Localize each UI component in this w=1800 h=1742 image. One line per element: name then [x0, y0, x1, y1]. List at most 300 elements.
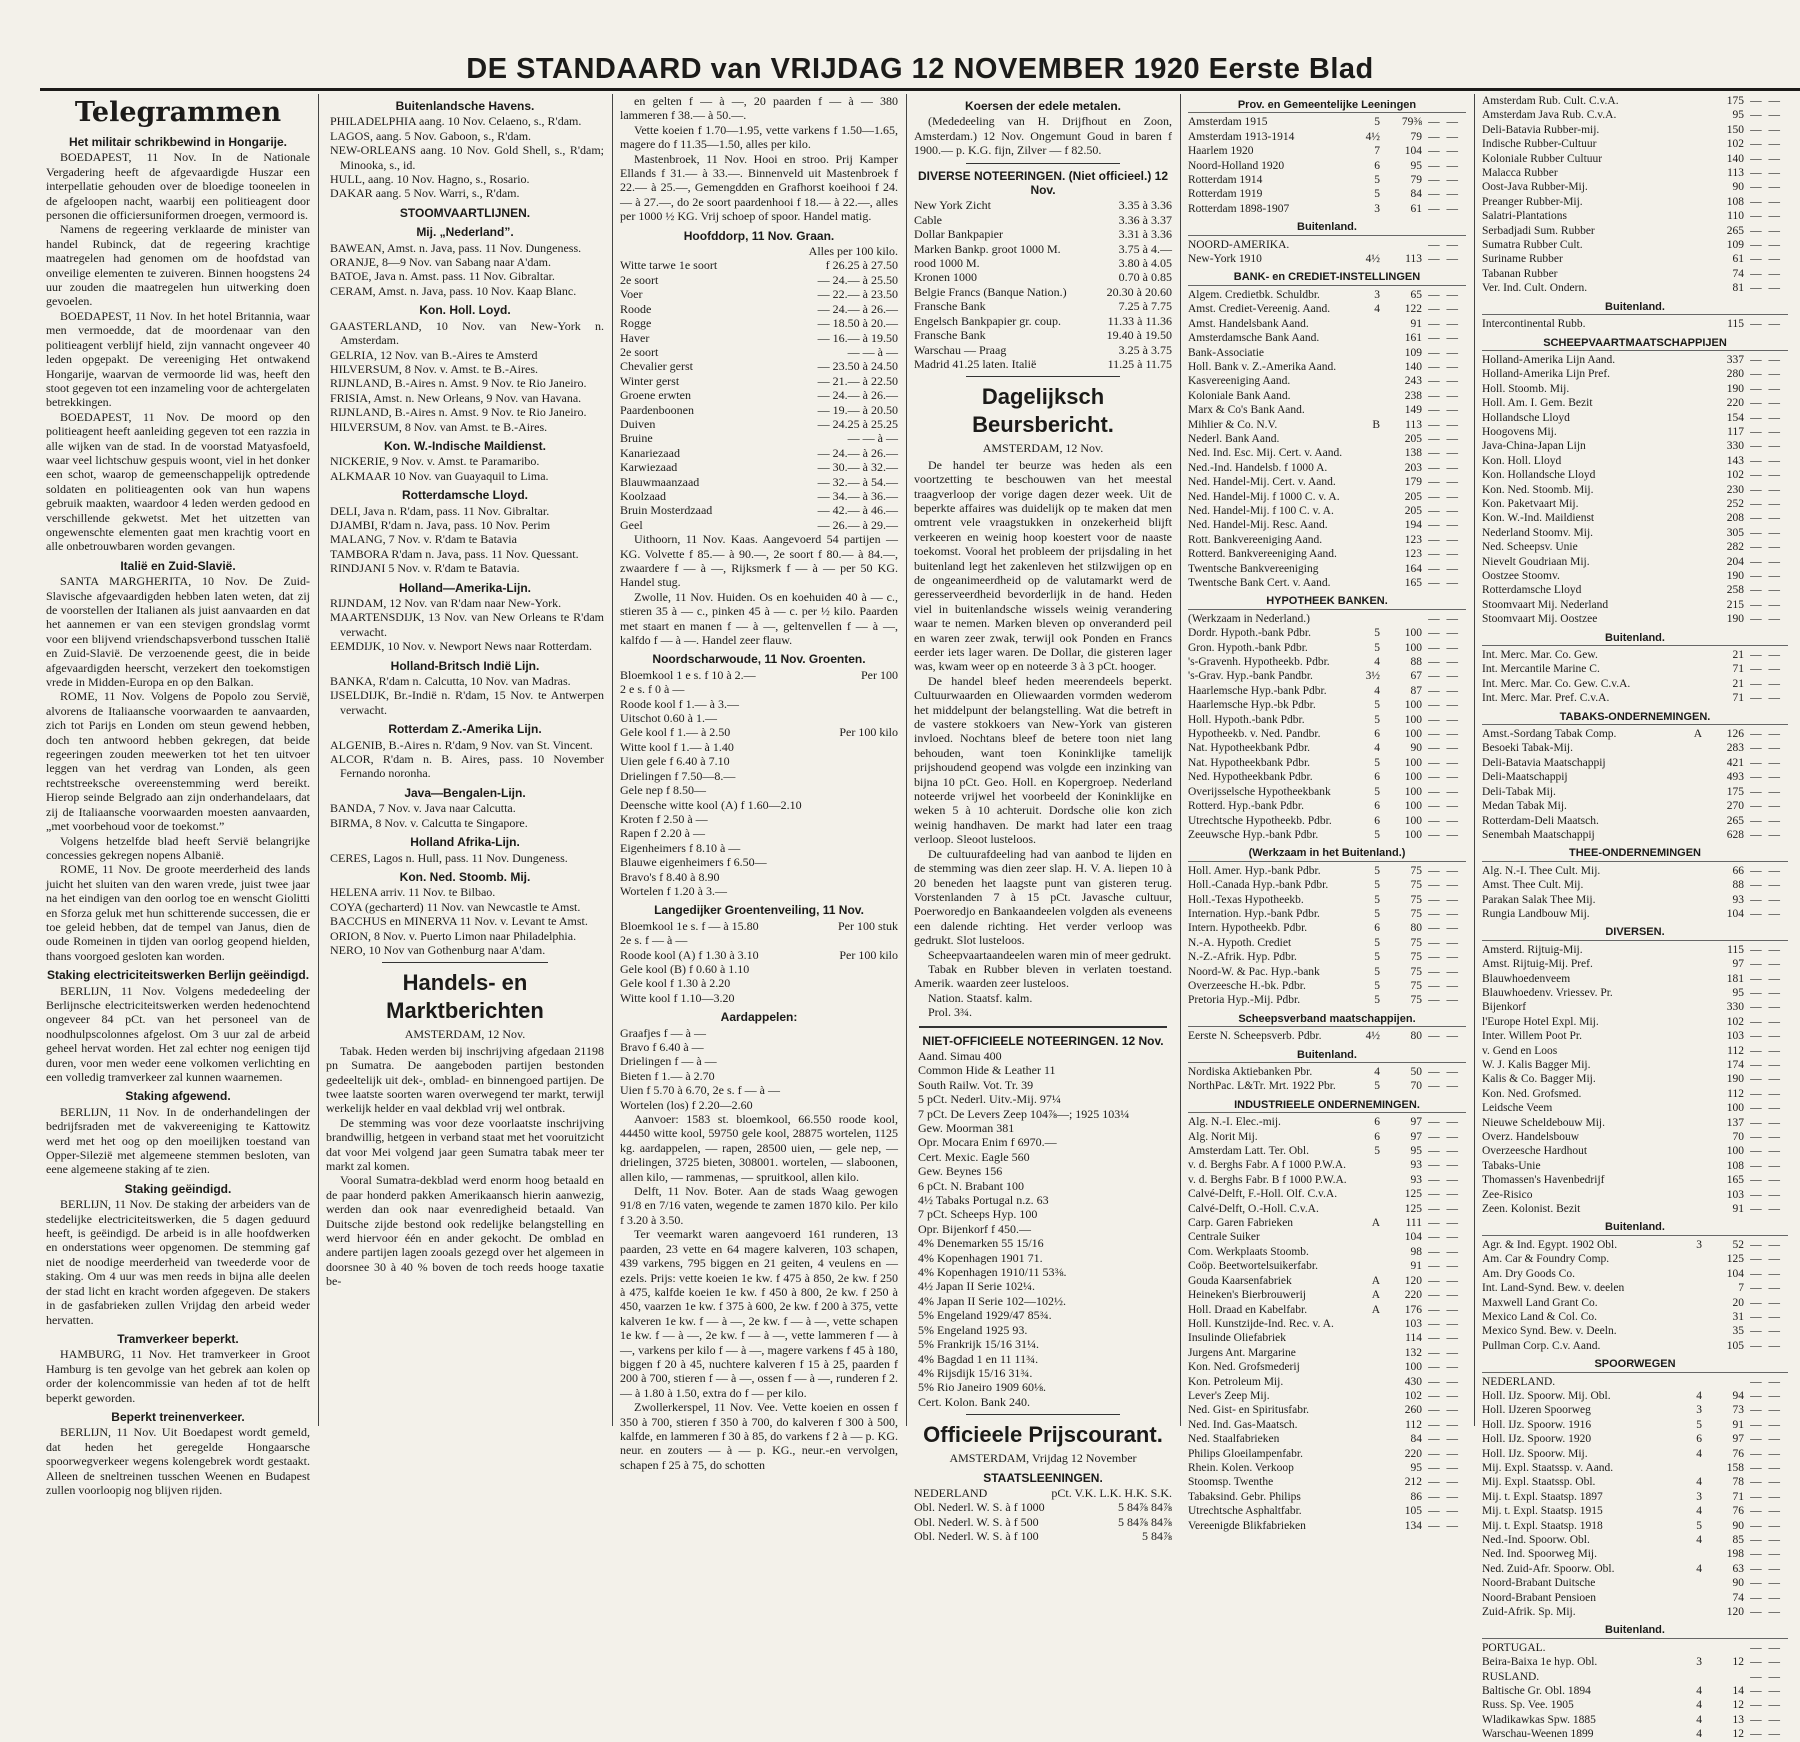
- price-value: 11.25 à 11.75: [1107, 356, 1172, 371]
- empty-quote-dashes: — —: [1750, 1548, 1782, 1561]
- security-name: Ned. Handel-Mij. f 100 C. v. A.: [1188, 504, 1334, 517]
- table-row: [1482, 1116, 1788, 1130]
- coupon: [1672, 526, 1702, 540]
- coupon: [1672, 957, 1702, 971]
- coupon: [1672, 555, 1702, 569]
- quote: 115: [1727, 318, 1744, 331]
- list-item: RINDJANI 5 Nov. v. R'dam te Batavia.: [330, 561, 520, 576]
- quote: 88: [1410, 656, 1422, 669]
- table-row: [1188, 950, 1466, 964]
- quote: 102: [1726, 1015, 1744, 1028]
- price-label: 2 e s. f 0 à —: [620, 682, 685, 697]
- security-name: Com. Werkplaats Stoomb.: [1188, 1245, 1309, 1258]
- coupon: 6: [1374, 1130, 1380, 1143]
- price-row: [620, 446, 898, 460]
- table-row: [1482, 94, 1788, 108]
- quote: 175: [1726, 785, 1744, 798]
- table-row: [1482, 1461, 1788, 1475]
- quote: [1702, 1670, 1744, 1684]
- paragraph: Mastenbroek, 11 Nov. Hooi en stroo. Prij Kamper Ellands f 31.— à 33.—. Binnenveld uit Mastenbroek f 22.— à 25.—, Gemengdden en Grafhorst koeihooi f 24.— à 27.—, do 2e soort paardenhooi f 18.— à 22.—, alles per 1000 ½ KG. Vrij schoep of spoor. Handel matig.: [620, 151, 898, 224]
- empty-quote-dashes: — —: [1750, 828, 1782, 841]
- coupon: B: [1372, 418, 1380, 431]
- coupon: 4: [1696, 1389, 1702, 1402]
- price-label: Warschau — Praag: [914, 342, 1007, 357]
- security-name: Deli-Maatschappij: [1482, 771, 1568, 784]
- coupon: 5: [1374, 994, 1380, 1007]
- empty-quote-dashes: — —: [1428, 490, 1460, 503]
- quote: [1380, 612, 1422, 626]
- price-value: 3.25 à 3.75: [1118, 342, 1172, 357]
- security-name: Rungia Landbouw Mij.: [1482, 907, 1590, 920]
- list-item: 4% Bagdad 1 en 11 11¾.: [918, 1351, 1039, 1366]
- empty-quote-dashes: — —: [1750, 598, 1782, 611]
- quote: 67: [1410, 670, 1422, 683]
- table-section-header: Buitenland.: [1188, 1048, 1466, 1063]
- table-section-header: SPOORWEGEN: [1482, 1357, 1788, 1372]
- quote: 75: [1410, 979, 1422, 992]
- coupon: 3: [1374, 288, 1380, 301]
- security-name: Blauwhoedenveem: [1482, 972, 1571, 985]
- coupon: [1672, 648, 1702, 662]
- security-name: Haarlemsche Hyp.-bank Pdbr.: [1188, 684, 1327, 697]
- coupon: [1350, 1403, 1380, 1417]
- price-row: [620, 769, 898, 783]
- security-name: Ver. Ind. Cult. Ondern.: [1482, 282, 1588, 295]
- empty-quote-dashes: — —: [1428, 756, 1460, 769]
- list-item: 4% Kopenhagen 1910/11 53⅜.: [918, 1265, 1067, 1280]
- price-value: Per 100: [861, 667, 898, 682]
- price-value: — 30.— à 32.—: [817, 460, 898, 475]
- price-label: Witte kool f 1.10—3.20: [620, 990, 735, 1005]
- empty-quote-dashes: — —: [1750, 181, 1782, 194]
- table-row: [1188, 302, 1466, 316]
- quote: 79: [1410, 130, 1422, 143]
- price-label: Rapen f 2.20 à —: [620, 826, 705, 841]
- empty-quote-dashes: — —: [1428, 174, 1460, 187]
- table-row: [1482, 1173, 1788, 1187]
- empty-quote-dashes: — —: [1750, 397, 1782, 410]
- empty-quote-dashes: — —: [1428, 360, 1460, 373]
- empty-quote-dashes: — —: [1428, 1332, 1460, 1345]
- empty-quote-dashes: — —: [1750, 1656, 1782, 1669]
- empty-quote-dashes: — —: [1750, 541, 1782, 554]
- table-row: [1188, 770, 1466, 784]
- table-section-header: Buitenland.: [1482, 300, 1788, 315]
- coupon: [1672, 1375, 1702, 1389]
- price-row: [620, 345, 898, 359]
- security-name: Rhein. Kolen. Verkoop: [1188, 1461, 1294, 1474]
- empty-quote-dashes: — —: [1428, 612, 1460, 625]
- security-name: Zuid-Afrik. Sp. Mij.: [1482, 1606, 1576, 1619]
- coupon: [1350, 1389, 1380, 1403]
- list-item: FRISIA, Amst. n. New Orleans, 9 Nov. van Havana.: [330, 390, 582, 405]
- security-name: Holland-Amerika Lijn Pref.: [1482, 368, 1611, 381]
- table-section-header: (Werkzaam in het Buitenland.): [1188, 846, 1466, 861]
- security-name: Nievelt Goudriaan Mij.: [1482, 555, 1590, 568]
- security-name: Internation. Hyp.-bank Pdbr.: [1188, 907, 1320, 920]
- list-item: Gew. Moorman 381: [918, 1121, 1015, 1135]
- security-name: Ned. Handel-Mij. Cert. v. Aand.: [1188, 476, 1336, 489]
- coupon: [1672, 691, 1702, 705]
- empty-quote-dashes: — —: [1750, 1713, 1782, 1726]
- table-row: [1188, 1389, 1466, 1403]
- table-row: [1188, 475, 1466, 489]
- coupon: [1672, 907, 1702, 921]
- paragraph: BERLIJN, 11 Nov. Volgens mededeeling der Berlijnsche electriciteitswerken werden hedenochtend ongeveer 84 pCt. van het personeel van de noodhulpscolonnes afgelost. Om 3 uur zal de arbeid geheel hervat worden. Het zal echter nog eenigen tijd duren, voor men weder eene volkomen verlichting en een volledig tramverkeer zal kunnen waarnemen.: [46, 983, 310, 1084]
- quote: 100: [1404, 627, 1422, 640]
- list-item: South Railw. Vot. Tr. 39: [918, 1077, 1034, 1092]
- subheading: Beperkt treinenverkeer.: [111, 1409, 245, 1424]
- list-item: 4% Denemarken 55 15/16: [918, 1236, 1044, 1251]
- empty-quote-dashes: — —: [1750, 1102, 1782, 1115]
- quote: 75: [1410, 951, 1422, 964]
- empty-quote-dashes: — —: [1750, 879, 1782, 892]
- coupon: [1672, 1058, 1702, 1072]
- security-name: Ned. Hypotheekbank Pdbr.: [1188, 771, 1313, 784]
- security-name: Amsterdam Java Rub. C.v.A.: [1482, 109, 1617, 122]
- quote: 35: [1732, 1325, 1744, 1338]
- coupon: 5: [1374, 756, 1380, 769]
- security-name: Twentsche Bankvereeniging: [1188, 562, 1319, 575]
- security-name: Calvé-Delft, F.-Holl. Olf. C.v.A.: [1188, 1188, 1338, 1201]
- price-label: Bieten f 1.— à 2.70: [620, 1068, 715, 1083]
- table-row: [1482, 1475, 1788, 1489]
- quote: 74: [1732, 267, 1744, 280]
- coupon: [1672, 1252, 1702, 1266]
- quote: 212: [1404, 1476, 1422, 1489]
- empty-quote-dashes: — —: [1428, 1361, 1460, 1374]
- paragraph: BOEDAPEST, 11 Nov. In de Nationale Vergadering heeft de afgevaardigde Huszar een interpellatie gehouden over de bloedige tooneelen in de afgeloopen nacht, waarbij een politieagent door personen die officiersuniformen droegen, vermoord is.: [46, 150, 310, 223]
- table-row: [1188, 1519, 1466, 1533]
- empty-quote-dashes: — —: [1428, 994, 1460, 1007]
- paragraph: BERLIJN, 11 Nov. De staking der arbeiders van de stedelijke electriciteitswerken, die 5 dagen geduurd heeft, is geëindigd. De arbeid is in alle hoofdwerken en onderstations weer opgenomen. De stemming gaf niet de noodige meerderheid van tweederde voor de staking. Om 4 uur was men reeds in bijna alle deelen der stad licht en kracht worden afgegeven. De stakers in de gasfabrieken zullen Vrijdag den arbeid weder hervatten.: [46, 1197, 310, 1327]
- empty-quote-dashes: — —: [1428, 771, 1460, 784]
- empty-quote-dashes: — —: [1750, 814, 1782, 827]
- security-name: Marx & Co's Bank Aand.: [1188, 404, 1305, 417]
- coupon: [1672, 411, 1702, 425]
- empty-quote-dashes: — —: [1428, 1030, 1460, 1043]
- empty-quote-dashes: — —: [1428, 907, 1460, 920]
- security-name: NorthPac. L&Tr. Mrt. 1922 Pbr.: [1188, 1080, 1336, 1093]
- table-row: [1482, 1533, 1788, 1547]
- empty-quote-dashes: — —: [1750, 1641, 1782, 1654]
- security-name: v. Gend en Loos: [1482, 1044, 1558, 1057]
- subheading: STOOMVAARTLIJNEN.: [399, 205, 531, 220]
- table-row: [1188, 576, 1466, 590]
- security-name: Ned. Ind. Spoorweg Mij.: [1482, 1548, 1597, 1561]
- subheading: Staking electriciteitswerken Berlijn geëindigd.: [46, 968, 310, 983]
- price-row: [620, 388, 898, 402]
- coupon: [1350, 504, 1380, 518]
- quote: 122: [1404, 303, 1422, 316]
- price-row: [620, 948, 898, 962]
- price-row: [620, 258, 898, 272]
- price-label: Duiven: [620, 416, 656, 431]
- table-row: [1188, 878, 1466, 892]
- coupon: 5: [1374, 699, 1380, 712]
- security-name: Holl. Stoomb. Mij.: [1482, 382, 1570, 395]
- table-row: [1188, 418, 1466, 432]
- price-value: — 24.25 à 25.25: [817, 416, 898, 431]
- empty-quote-dashes: — —: [1750, 138, 1782, 151]
- empty-quote-dashes: — —: [1750, 1001, 1782, 1014]
- price-value: — 42.— à 46.—: [817, 503, 898, 518]
- table-row: [1188, 799, 1466, 813]
- quote: 137: [1726, 1116, 1744, 1129]
- table-row: [1188, 1202, 1466, 1216]
- dateline: AMSTERDAM, 12 Nov.: [404, 1027, 526, 1042]
- subheading: Aardappelen:: [720, 1010, 798, 1025]
- table-row: [1482, 1281, 1788, 1295]
- table-row: [1482, 972, 1788, 986]
- quote: 100: [1404, 771, 1422, 784]
- quote: 93: [1410, 1173, 1422, 1186]
- quote: 61: [1410, 202, 1422, 215]
- table-row: [1188, 374, 1466, 388]
- quote: 125: [1404, 1188, 1422, 1201]
- coupon: [1672, 1267, 1702, 1281]
- security-name: Rotterdam 1898-1907: [1188, 202, 1290, 215]
- quote: 95: [1410, 1145, 1422, 1158]
- quote: 230: [1726, 483, 1744, 496]
- coupon: [1350, 518, 1380, 532]
- security-name: Deli-Batavia Rubber-mij.: [1482, 123, 1600, 136]
- coupon: [1672, 238, 1702, 252]
- price-label: Gele kool (B) f 0.60 à 1.10: [620, 961, 750, 976]
- price-row: [914, 227, 1172, 241]
- coupon: [1672, 864, 1702, 878]
- price-value: — 26.— à 29.—: [817, 517, 898, 532]
- price-value: — 34.— à 36.—: [817, 488, 898, 503]
- security-name: Mij. t. Expl. Staatsp. 1915: [1482, 1505, 1603, 1518]
- security-name: Intern. Hypotheekb. Pdbr.: [1188, 922, 1308, 935]
- coupon: [1350, 1504, 1380, 1518]
- coupon: [1672, 439, 1702, 453]
- coupon: [1672, 1116, 1702, 1130]
- security-name: Int. Merc. Mar. Co. Gew. C.v.A.: [1482, 677, 1631, 690]
- subheading: Holland Afrika-Lijn.: [410, 835, 520, 850]
- price-row: [620, 976, 898, 990]
- price-label: Kanariezaad: [620, 445, 680, 460]
- security-name: Oostzee Stoomv.: [1482, 570, 1560, 582]
- security-name: Holl. IJz. Spoorw. Mij. Obl.: [1482, 1389, 1611, 1402]
- subheading: Langedijker Groentenveiling, 11 Nov.: [654, 903, 864, 918]
- price-label: Bravo's f 8.40 à 8.90: [620, 869, 720, 884]
- paragraph: BERLIJN, 11 Nov. Uit Boedapest wordt gemeld, dat heden het geregelde Hongaarsche spoorwegverkeer wegens kolengebrek wordt gestaakt. Alleen de sneltreinen tusschen Weenen en Budapest zullen voorloopig nog blijven rijden.: [46, 1425, 310, 1497]
- coupon: [1350, 317, 1380, 331]
- quote: 205: [1404, 490, 1422, 503]
- table-row: [1482, 1000, 1788, 1014]
- coupon: 4: [1696, 1728, 1702, 1741]
- price-label: Bruine: [620, 431, 653, 446]
- security-name: Holl. Bank v. Z.-Amerika Aand.: [1188, 360, 1337, 373]
- divider: [966, 1414, 1121, 1415]
- price-row: [914, 328, 1172, 342]
- table-row: [1482, 1432, 1788, 1446]
- table-row: [1482, 691, 1788, 705]
- coupon: 6: [1374, 800, 1380, 813]
- security-name: Philips Gloeilampenfabr.: [1188, 1447, 1303, 1460]
- table-section-header: THEE-ONDERNEMINGEN: [1482, 846, 1788, 861]
- price-label: rood 1000 M.: [914, 256, 980, 271]
- coupon: 5: [1374, 979, 1380, 992]
- empty-quote-dashes: — —: [1750, 1375, 1782, 1388]
- table-row: [1482, 612, 1788, 626]
- list-item: ORANJE, 8—9 Nov. van Sabang naar A'dam.: [330, 255, 552, 270]
- quote: 493: [1726, 771, 1744, 784]
- price-label: Voer: [620, 287, 643, 302]
- table-row: [1188, 965, 1466, 979]
- empty-quote-dashes: — —: [1428, 548, 1460, 561]
- list-item: 4½ Tabaks Portugal n.z. 63: [918, 1193, 1049, 1208]
- coupon: [1672, 756, 1702, 770]
- quote: 265: [1726, 224, 1744, 237]
- security-name: NOORD-AMERIKA.: [1188, 238, 1290, 251]
- price-label: Cable: [914, 212, 942, 227]
- coupon: [1672, 1188, 1702, 1202]
- list-item: Gew. Beynes 156: [918, 1164, 1003, 1179]
- security-name: Pullman Corp. C.v. Aand.: [1482, 1339, 1601, 1352]
- quote: 123: [1404, 533, 1422, 546]
- paragraph: Uithoorn, 11 Nov. Kaas. Aangevoerd 54 partijen — KG. Volvette f 85.— à 90.—, 2e soort f 80.— à 84.—, zwaardere f — à —, Rijksmerk f — à — per 50 KG. Handel stug.: [620, 532, 898, 590]
- coupon: [1672, 1670, 1702, 1684]
- price-label: Obl. Nederl. W. S. à f 100: [914, 1529, 1039, 1544]
- table-row: [1188, 1065, 1466, 1079]
- price-row: [620, 503, 898, 517]
- quote: 14: [1732, 1685, 1744, 1698]
- paragraph: HAMBURG, 11 Nov. Het tramverkeer in Groot Hamburg is ten gevolge van het gebrek aan kolen op order der kolencommissie van heden af tot de helft beperkt geworden.: [46, 1347, 310, 1405]
- empty-quote-dashes: — —: [1750, 152, 1782, 165]
- coupon: [1350, 1461, 1380, 1475]
- coupon: 4: [1696, 1447, 1702, 1460]
- coupon: [1350, 490, 1380, 504]
- security-name: Rotterdam 1914: [1188, 174, 1263, 187]
- quote: 238: [1404, 389, 1422, 402]
- quote: 103: [1726, 1030, 1744, 1043]
- quote: 97: [1732, 958, 1744, 971]
- coupon: [1672, 317, 1702, 331]
- empty-quote-dashes: — —: [1428, 828, 1460, 841]
- empty-quote-dashes: — —: [1428, 130, 1460, 143]
- list-item: 4½ Japan II Serie 102¼.: [918, 1279, 1035, 1294]
- subheading: Buitenlandsche Havens.: [395, 99, 535, 113]
- empty-quote-dashes: — —: [1428, 728, 1460, 741]
- table-row: [1188, 461, 1466, 475]
- table-row: [1188, 713, 1466, 727]
- security-name: Agr. & Ind. Egypt. 1902 Obl.: [1482, 1238, 1618, 1251]
- table-row: [1188, 1331, 1466, 1345]
- security-name: Hollandsche Lloyd: [1482, 411, 1570, 424]
- security-name: Amst. Rijtuig-Mij. Pref.: [1482, 958, 1593, 971]
- empty-quote-dashes: — —: [1750, 893, 1782, 906]
- coupon: [1672, 612, 1702, 626]
- subheading: Kon. Holl. Loyd.: [419, 303, 511, 318]
- quote: 140: [1726, 152, 1744, 165]
- security-name: Nat. Hypotheekbank Pdbr.: [1188, 742, 1311, 755]
- empty-quote-dashes: — —: [1428, 116, 1460, 129]
- empty-quote-dashes: — —: [1428, 1145, 1460, 1158]
- table-row: [1482, 662, 1788, 676]
- table-row: [1482, 468, 1788, 482]
- security-name: Overzeesche Hardhout: [1482, 1145, 1588, 1158]
- price-row: [914, 299, 1172, 313]
- quote: 100: [1404, 641, 1422, 654]
- security-name: Ned. Handel-Mij. Resc. Aand.: [1188, 519, 1328, 532]
- price-label: Bloemkool 1 e s. f 10 à 2.—: [620, 667, 756, 682]
- table-row: [1482, 1072, 1788, 1086]
- paragraph: Delft, 11 Nov. Boter. Aan de stads Waag gewogen 91/8 en 7/16 vaten, wegende te zamen 1870 kilo. Per kilo f 3.20 à 3.50.: [620, 1184, 898, 1227]
- price-row: [620, 919, 898, 933]
- price-label: Bloemkool 1e s. f — à 15.80: [620, 918, 759, 933]
- paragraph: (Mededeeling van H. Drijfhout en Zoon, Amsterdam.) 12 Nov. Ongemunt Goud in baren f 1900.— p. K.G. fijn, Zilver — f 82.50.: [914, 114, 1172, 158]
- table-row: [1188, 1230, 1466, 1244]
- price-value: — 24.— à 25.50: [817, 272, 898, 287]
- price-label: Wortelen (los) f 2.20—2.60: [620, 1097, 753, 1112]
- table-row: [1188, 1144, 1466, 1158]
- quote: 74: [1732, 1591, 1744, 1604]
- security-name: Kon. Ned. Grofsmed.: [1482, 1087, 1582, 1100]
- paragraph: BOEDAPEST, 11 Nov. De moord op den politieagent heeft aanleiding gegeven tot een razzia in alle wijken van de stad. In de voorstad Matyasfoeld, waar veel lichtschuw gespuis woont, viel in het donker een schot, waarop de gemeenschappelijk optredende soldaten en politieagenten ook van hun wapens gebruik maakten, waardoor 4 leden werden gedood en verschillende gekwetst. Met het uitzetten van ongewenschte elementen gaat men krachtig voort en alle onbetrouwbaren worden gevangen.: [46, 409, 310, 554]
- table-row: [1188, 547, 1466, 561]
- price-row: [620, 417, 898, 431]
- empty-quote-dashes: — —: [1750, 1447, 1782, 1460]
- quote: 205: [1404, 504, 1422, 517]
- table-row: [1188, 187, 1466, 201]
- empty-quote-dashes: — —: [1428, 317, 1460, 330]
- table-row: [1188, 1245, 1466, 1259]
- divider: [966, 163, 1121, 164]
- quote: 125: [1404, 1202, 1422, 1215]
- subheading: Rotterdam Z.-Amerika Lijn.: [388, 722, 542, 737]
- quote: 190: [1726, 570, 1744, 582]
- security-name: Zeen. Kolonist. Bezit: [1482, 1203, 1581, 1216]
- paragraph: Vooral Sumatra-dekblad werd enorm hoog betaald en de paar honderd pakken Amerikaansch hierin aanwezig, werden dan ook naar evenredigheid betaald. Van Duitsche zijde bestond ook redelijke belangstelling en werd hiervoor één en ander gekocht. De omblad en andere partijen lagen zooals gezegd over het algemeen in doorsnee 30 à 40 % boven de toch reeds hooge taxatie be-: [326, 1173, 604, 1289]
- empty-quote-dashes: — —: [1750, 1404, 1782, 1417]
- empty-quote-dashes: — —: [1750, 1145, 1782, 1158]
- security-name: Calvé-Delft, O.-Holl. C.v.A.: [1188, 1202, 1319, 1215]
- table-row: [1482, 555, 1788, 569]
- empty-quote-dashes: — —: [1428, 288, 1460, 301]
- empty-quote-dashes: — —: [1750, 1253, 1782, 1266]
- quote: 105: [1726, 1339, 1744, 1352]
- quote: 105: [1404, 1505, 1422, 1518]
- table-row: [1482, 1310, 1788, 1324]
- table-row: [1482, 411, 1788, 425]
- quote: 265: [1726, 814, 1744, 827]
- empty-quote-dashes: — —: [1750, 353, 1782, 366]
- list-item: 5% Engeland 1925 93.: [918, 1322, 1028, 1337]
- empty-quote-dashes: — —: [1428, 476, 1460, 489]
- list-item: Opr. Mocara Enim f 6970.—: [918, 1135, 1057, 1150]
- table-row: [1482, 1144, 1788, 1158]
- quote: 103: [1404, 1317, 1422, 1330]
- quote: 97: [1410, 1116, 1422, 1129]
- coupon: [1672, 252, 1702, 266]
- table-row: [1188, 238, 1466, 252]
- table-row: [1188, 684, 1466, 698]
- table-row: [1188, 1360, 1466, 1374]
- table-row: [1482, 1252, 1788, 1266]
- security-name: Carp. Garen Fabrieken: [1188, 1217, 1294, 1230]
- security-name: Alg. Norit Mij.: [1188, 1130, 1258, 1143]
- security-name: Ned. Staalfabrieken: [1188, 1433, 1280, 1446]
- empty-quote-dashes: — —: [1428, 447, 1460, 460]
- quote: 220: [1404, 1447, 1422, 1460]
- empty-quote-dashes: — —: [1750, 1131, 1782, 1144]
- quote: 75: [1410, 936, 1422, 949]
- table-row: [1482, 1058, 1788, 1072]
- quote: 203: [1404, 461, 1422, 474]
